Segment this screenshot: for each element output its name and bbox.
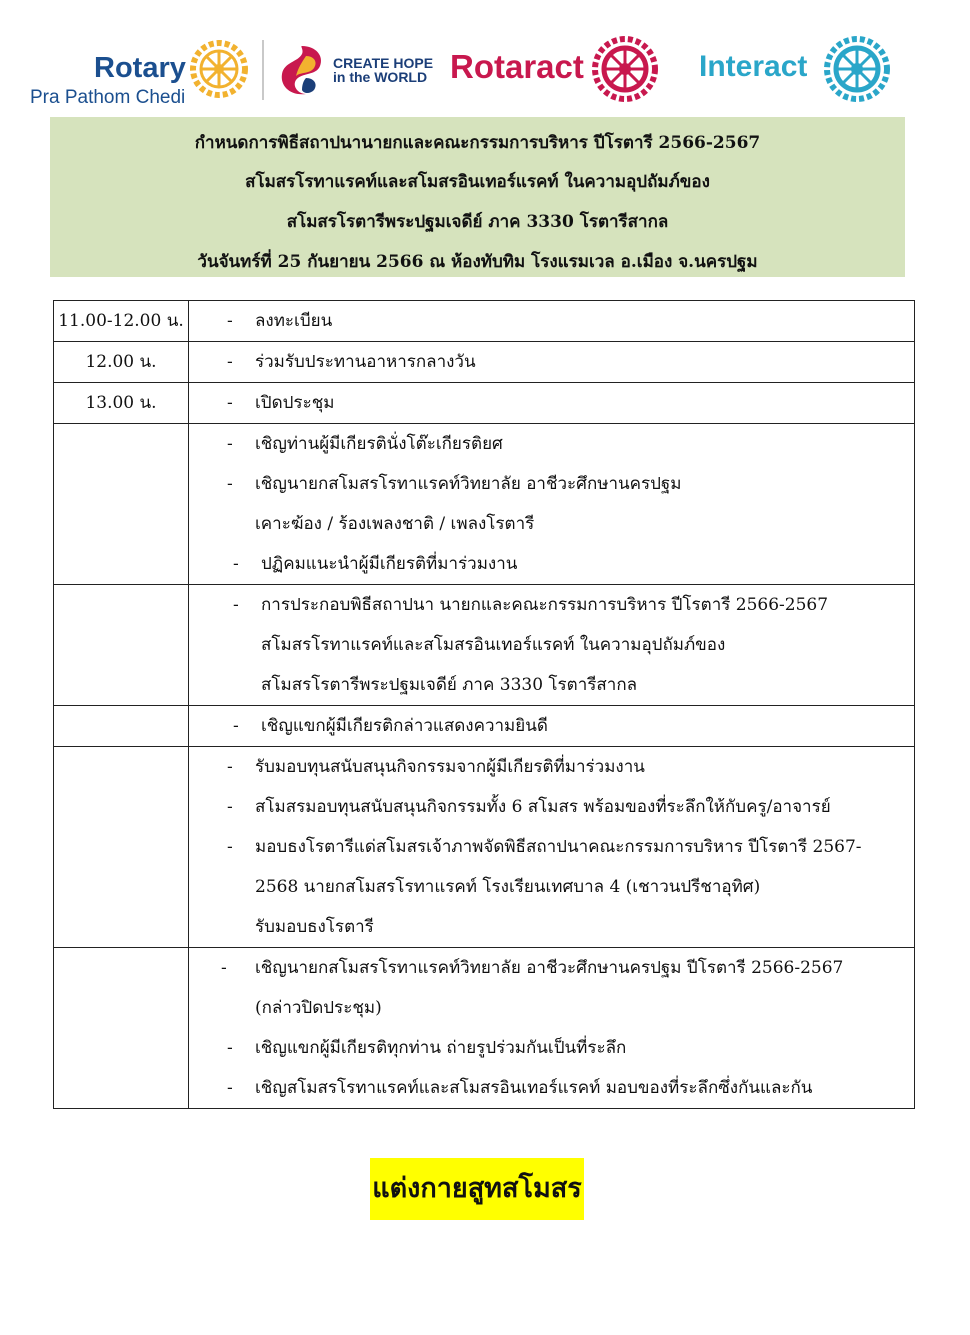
list-item [189, 787, 914, 827]
list-item [189, 424, 914, 464]
bullet-dash: - [227, 1038, 233, 1058]
agenda-table [53, 300, 915, 1109]
table-row [54, 747, 915, 948]
item-text: รับมอบธงโรตารี [255, 917, 374, 937]
schedule-header [50, 117, 905, 277]
item-text: รับมอบทุนสนับสนุนกิจกรรมจากผู้มีเกียรติที่มาร่วมงาน [255, 757, 645, 777]
items-cell [189, 585, 915, 706]
item-text: เชิญแขกผู้มีเกียรติทุกท่าน ถ่ายรูปร่วมกันเป็นที่ระลึก [255, 1038, 627, 1058]
list-item [189, 625, 914, 665]
bullet-dash: - [233, 554, 239, 574]
item-text: มอบธงโรตารีแด่สโมสรเจ้าภาพจัดพิธีสถาปนาคณะกรรมการบริหาร ปีโรตารี 2567- [255, 837, 862, 857]
items-cell [189, 747, 915, 948]
list-item [189, 706, 914, 746]
header-line-3: สโมสรโรตารีพระปฐมเจดีย์ ภาค 3330 โรตารีสากล [286, 212, 669, 232]
bullet-dash: - [233, 716, 239, 736]
list-item [189, 301, 914, 341]
time-cell [54, 948, 189, 1109]
list-item [189, 907, 914, 947]
item-text: เชิญแขกผู้มีเกียรติกล่าวแสดงความยินดี [261, 716, 548, 736]
table-row [54, 948, 915, 1109]
table-row [54, 585, 915, 706]
bullet-dash: - [227, 474, 233, 494]
item-text: เชิญนายกสโมสรโรทาแรคท์วิทยาลัย อาชีวะศึกษานครปฐม ปีโรตารี 2566-2567 [255, 958, 844, 978]
time-cell [54, 585, 189, 706]
header-line-2: สโมสรโรทาแรคท์และสโมสรอินเทอร์แรคท์ ในความอุปถัมภ์ของ [245, 172, 710, 192]
rotary-club-name: Pra Pathom Chedi [30, 87, 186, 108]
item-text: เชิญท่านผู้มีเกียรตินั่งโต๊ะเกียรติยศ [255, 434, 503, 454]
create-hope-line2: in the WORLD [333, 69, 428, 85]
time-cell [54, 424, 189, 585]
item-text: สโมสรโรตารีพระปฐมเจดีย์ ภาค 3330 โรตารีสากล [261, 675, 638, 695]
create-hope-text [333, 56, 433, 84]
bullet-dash: - [233, 595, 239, 615]
list-item [189, 1068, 914, 1108]
time-cell [54, 706, 189, 747]
table-row [54, 301, 915, 342]
logo-bar [0, 30, 970, 115]
bullet-dash: - [227, 797, 233, 817]
header-title: กำหนดการพิธีสถาปนานายกและคณะกรรมการบริหาร ปีโรตารี 2566-2567 [194, 133, 761, 153]
time-cell: 12.00 น. [54, 342, 189, 383]
table-row [54, 424, 915, 585]
item-text: เชิญสโมสรโรทาแรคท์และสโมสรอินเทอร์แรคท์ มอบของที่ระลึกซึ่งกันและกัน [255, 1078, 813, 1098]
list-item [189, 383, 914, 423]
items-cell [189, 301, 915, 342]
items-cell [189, 948, 915, 1109]
item-text: สโมสรมอบทุนสนับสนุนกิจกรรมทั้ง 6 สโมสร พร้อมของที่ระลึกให้กับครู/อาจารย์ [255, 797, 831, 817]
create-hope-icon [276, 42, 328, 98]
bullet-dash: - [227, 837, 233, 857]
bullet-dash: - [227, 434, 233, 454]
list-item [189, 342, 914, 382]
dress-code-label: แต่งกายสูทสโมสร [370, 1158, 584, 1220]
rotary-logo-text: Rotary [94, 52, 186, 84]
list-item [189, 464, 914, 504]
list-item [189, 544, 914, 584]
item-text: เคาะฆ้อง / ร้องเพลงชาติ / เพลงโรตารี [255, 514, 535, 534]
bullet-dash: - [227, 393, 233, 413]
time-cell [54, 747, 189, 948]
table-row [54, 706, 915, 747]
list-item [189, 747, 914, 787]
rotaract-wheel-icon [592, 36, 658, 102]
logo-divider [262, 40, 264, 100]
item-text: การประกอบพิธีสถาปนา นายกและคณะกรรมการบริหาร ปีโรตารี 2566-2567 [261, 595, 829, 615]
table-row [54, 383, 915, 424]
table-row [54, 342, 915, 383]
item-text: สโมสรโรทาแรคท์และสโมสรอินเทอร์แรคท์ ในความอุปถัมภ์ของ [261, 635, 726, 655]
rotaract-logo-text: Rotaract [450, 48, 584, 85]
item-text: 2568 นายกสโมสรโรทาแรคท์ โรงเรียนเทศบาล 4 (เชาวนปรีชาอุทิศ) [255, 877, 761, 897]
items-cell [189, 424, 915, 585]
bullet-dash: - [227, 1078, 233, 1098]
time-cell: 11.00-12.00 น. [54, 301, 189, 342]
list-item [189, 988, 914, 1028]
item-text: เชิญนายกสโมสรโรทาแรคท์วิทยาลัย อาชีวะศึกษานครปฐม [255, 474, 682, 494]
bullet-dash: - [221, 958, 227, 978]
create-hope-line1: CREATE HOPE [333, 55, 434, 71]
list-item [189, 504, 914, 544]
item-text: (กล่าวปิดประชุม) [255, 998, 382, 1018]
bullet-dash: - [227, 311, 233, 331]
list-item [189, 867, 914, 907]
item-text: ร่วมรับประทานอาหารกลางวัน [255, 352, 476, 372]
bullet-dash: - [227, 352, 233, 372]
items-cell [189, 383, 915, 424]
interact-logo-text: Interact [699, 50, 808, 83]
item-text: ลงทะเบียน [255, 311, 333, 331]
items-cell [189, 706, 915, 747]
list-item [189, 1028, 914, 1068]
list-item [189, 948, 914, 988]
time-cell: 13.00 น. [54, 383, 189, 424]
items-cell [189, 342, 915, 383]
rotary-wheel-icon [190, 40, 248, 98]
interact-wheel-icon [824, 36, 890, 102]
list-item [189, 585, 914, 625]
bullet-dash: - [227, 757, 233, 777]
header-date-venue: วันจันทร์ที่ 25 กันยายน 2566 ณ ห้องทับทิม โรงแรมเวล อ.เมือง จ.นครปฐม [197, 252, 758, 272]
item-text: เปิดประชุม [255, 393, 335, 413]
list-item [189, 827, 914, 867]
list-item [189, 665, 914, 705]
item-text: ปฏิคมแนะนำผู้มีเกียรติที่มาร่วมงาน [261, 554, 518, 574]
